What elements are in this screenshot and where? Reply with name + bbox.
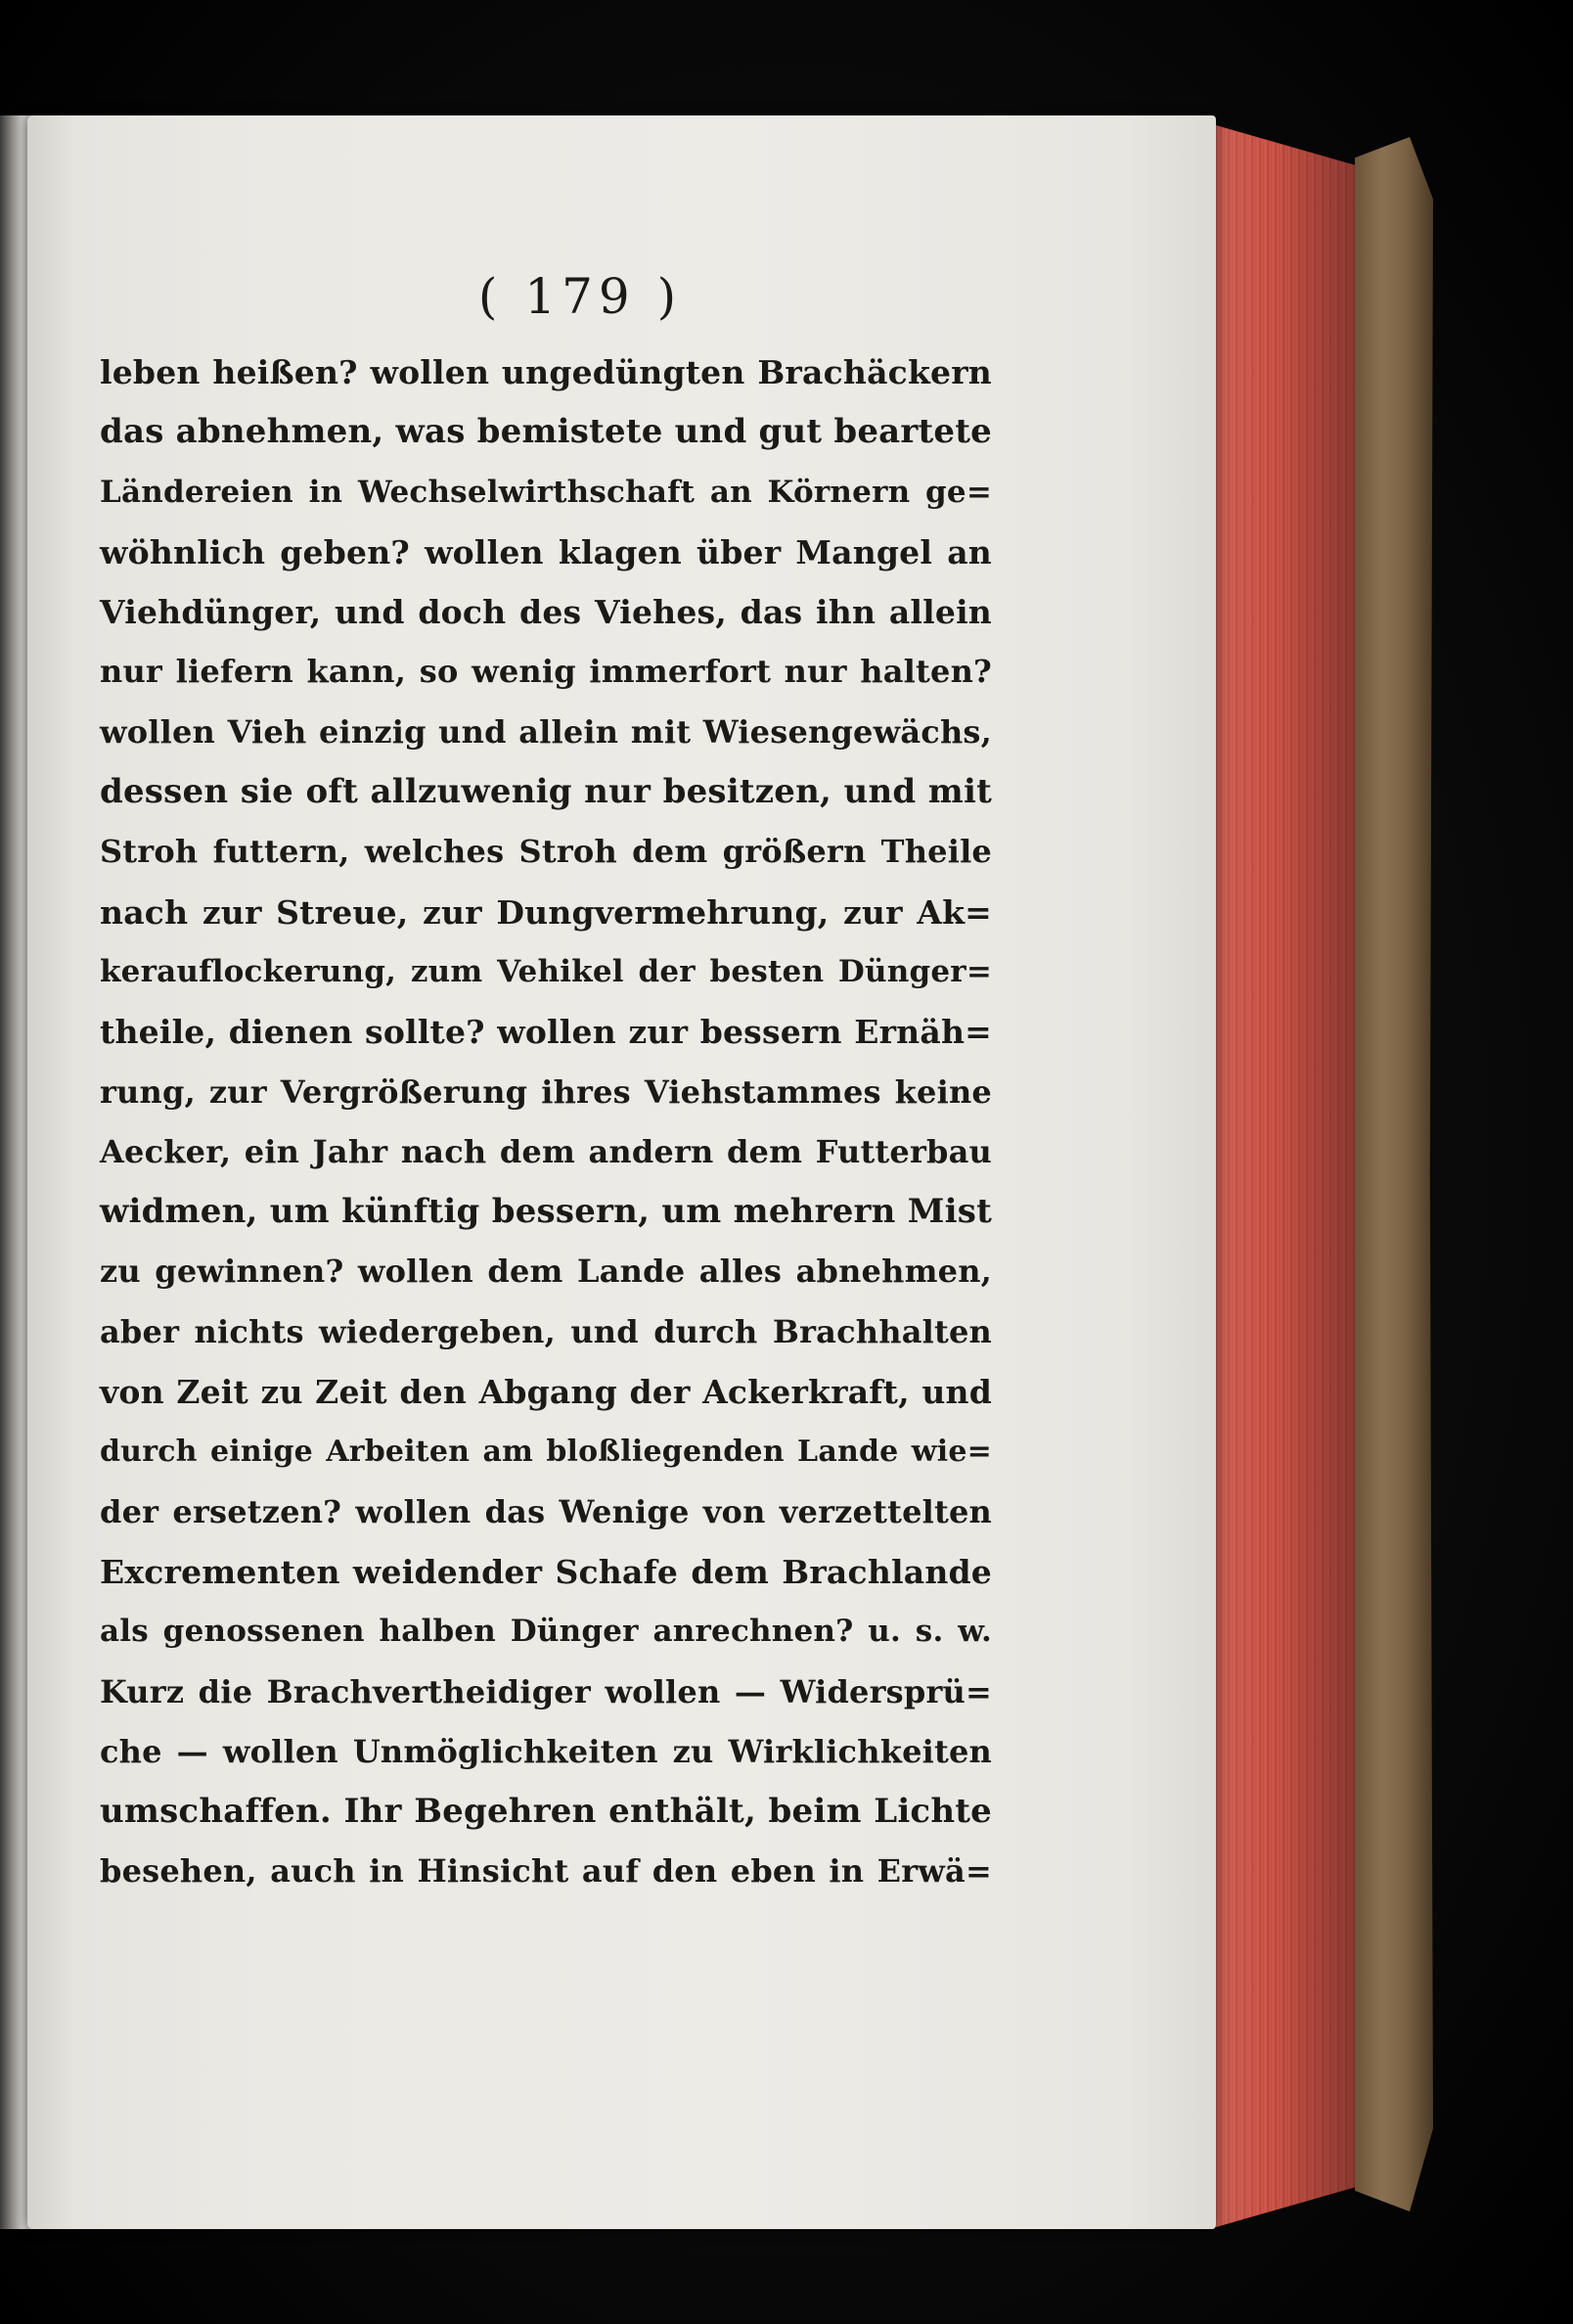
text-line: zu gewinnen? wollen dem Lande alles abnehmen, [100,1253,992,1291]
text-line: widmen, um künftig bessern, um mehrern Mist [100,1192,992,1232]
text-line: leben heißen? wollen ungedüngten Brachäckern [100,353,992,391]
text-line: von Zeit zu Zeit den Abgang der Ackerkraft, und [100,1373,992,1412]
text-line: Aecker, ein Jahr nach dem andern dem Futterbau [100,1132,992,1170]
page-edge-shading [1216,125,1363,2227]
text-line: Excrementen weidender Schafe dem Brachlande [100,1552,992,1591]
text-line: der ersetzen? wollen das Wenige von verzettelten [100,1492,992,1530]
leather-cover [1355,137,1433,2211]
text-line: wollen Vieh einzig und allein mit Wiesengewächs, [100,712,992,751]
text-line: rung, zur Vergrößerung ihres Viehstammes keine [100,1072,992,1111]
text-line: umschaffen. Ihr Begehren enthält, beim Lichte [100,1792,992,1832]
text-line: Ländereien in Wechselwirthschaft an Körnern ge= [100,474,992,510]
text-line: nur liefern kann, so wenig immerfort nur halten? [100,653,992,691]
text-line: durch einige Arbeiten am bloßliegenden Lande wie= [100,1435,992,1470]
text-line: Kurz die Brachvertheidiger wollen — Widersprü= [100,1672,992,1710]
text-line: aber nichts wiedergeben, und durch Brachhalten [100,1312,992,1350]
text-line: kerauflockerung, zum Vehikel der besten Dünger= [100,953,992,989]
page-text-block [100,264,992,1902]
page-number: ( 179 ) [477,268,683,325]
text-line: wöhnlich geben? wollen klagen über Mangel an [100,532,992,571]
text-line: Viehdünger, und doch des Viehes, das ihn allein [100,593,992,632]
text-line: dessen sie oft allzuwenig nur besitzen, und mit [100,772,992,812]
text-line: che — wollen Unmöglichkeiten zu Wirklichkeiten [100,1732,992,1770]
text-line: nach zur Streue, zur Dungvermehrung, zur Ak= [100,892,992,932]
text-line: als genossenen halben Dünger anrechnen? u. s. w. [100,1614,992,1650]
text-line: theile, dienen sollte? wollen zur bessern Ernäh= [100,1013,992,1052]
text-line: besehen, auch in Hinsicht auf den eben in Erwä= [100,1852,992,1891]
text-line: das abnehmen, was bemistete und gut beartete [100,412,992,452]
text-line: Stroh futtern, welches Stroh dem größern Theile [100,833,992,871]
